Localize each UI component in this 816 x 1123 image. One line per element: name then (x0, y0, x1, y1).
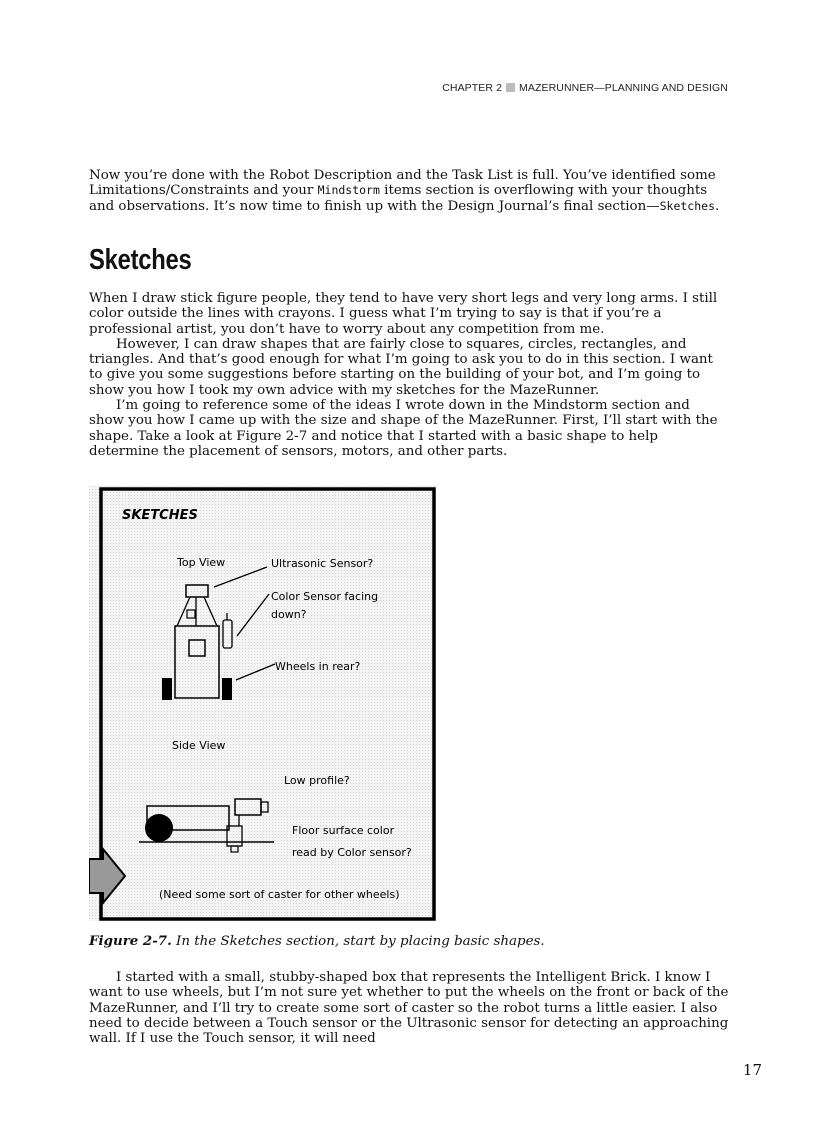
running-header (442, 82, 728, 94)
intro-text-1: Now you’re done with the Robot Description and the Task List is full. You’ve identified some Limitations/Constraints and your (89, 168, 716, 199)
caption-label: Figure 2-7. (89, 933, 172, 949)
sketches-figure (89, 486, 436, 921)
label-side-view: Side View (172, 739, 226, 752)
label-caster: (Need some sort of caster for other wheels) (159, 888, 400, 901)
label-ultrasonic: Ultrasonic Sensor? (271, 557, 374, 570)
square-bullet-icon (506, 83, 515, 92)
sketch-title: SKETCHES (122, 508, 198, 523)
paragraph-3: I’m going to reference some of the ideas I wrote down in the Mindstorm section and show you how I came up with the size and shape of the MazeRunner. First, I’ll start with the shape. Take a look at Figure 2-7 and notice that I started with a basic shape to help determine the placement of sensors, motors, and other parts. (89, 398, 718, 459)
intro-code-sketches: Sketches (659, 198, 715, 213)
label-floor-2: read by Color sensor? (292, 846, 412, 859)
continuation-paragraph (89, 970, 729, 1046)
section-heading: Sketches (89, 244, 192, 276)
section-body (89, 291, 729, 459)
chapter-label: CHAPTER 2 (442, 82, 503, 94)
label-color-sensor-1: Color Sensor facing (271, 590, 379, 603)
paragraph-1: When I draw stick figure people, they tend to have very short legs and very long arms. I still color outside the lines with crayons. I guess what I’m trying to say is that if you’re a professional artist, you don’t have to worry about any competition from me. (89, 291, 718, 337)
label-top-view: Top View (177, 556, 226, 569)
chapter-title: MAZERUNNER—PLANNING AND DESIGN (519, 82, 728, 94)
figure-caption (89, 933, 545, 949)
paragraph-2: However, I can draw shapes that are fairly close to squares, circles, rectangles, and triangles. And that’s good enough for what I’m going to ask you to do in this section. I want to give you some suggestions before starting on the building of your bot, and I’m going to show you how I took my own advice with my sketches for the MazeRunner. (89, 336, 713, 398)
intro-text-3: . (715, 198, 720, 214)
intro-text-2: items section is overflowing with your thoughts and observations. It’s now time to finish up with the Design Journal’s final section— (89, 183, 708, 214)
label-floor-1: Floor surface color (292, 824, 395, 837)
intro-code-mindstorm: Mindstorm (317, 183, 380, 198)
label-low-profile: Low profile? (284, 774, 350, 787)
intro-paragraph (89, 168, 729, 214)
left-wheel (162, 678, 172, 700)
paragraph-4: I started with a small, stubby-shaped box that represents the Intelligent Brick. I know I want to use wheels, but I’m not sure yet whether to put the wheels on the front or back of the MazeRunner, and I’ll try to create some sort of caster so the robot turns a little easier. I also need to decide between a Touch sensor or the Ultrasonic sensor for detecting an approaching wall. If I use the Touch sensor, it will need (89, 970, 729, 1047)
side-wheel (145, 814, 173, 842)
page-number: 17 (742, 1061, 762, 1079)
label-wheels: Wheels in rear? (275, 660, 361, 673)
label-color-sensor-2: down? (271, 608, 307, 621)
caption-text: In the Sketches section, start by placing basic shapes. (171, 934, 545, 949)
right-wheel (222, 678, 232, 700)
